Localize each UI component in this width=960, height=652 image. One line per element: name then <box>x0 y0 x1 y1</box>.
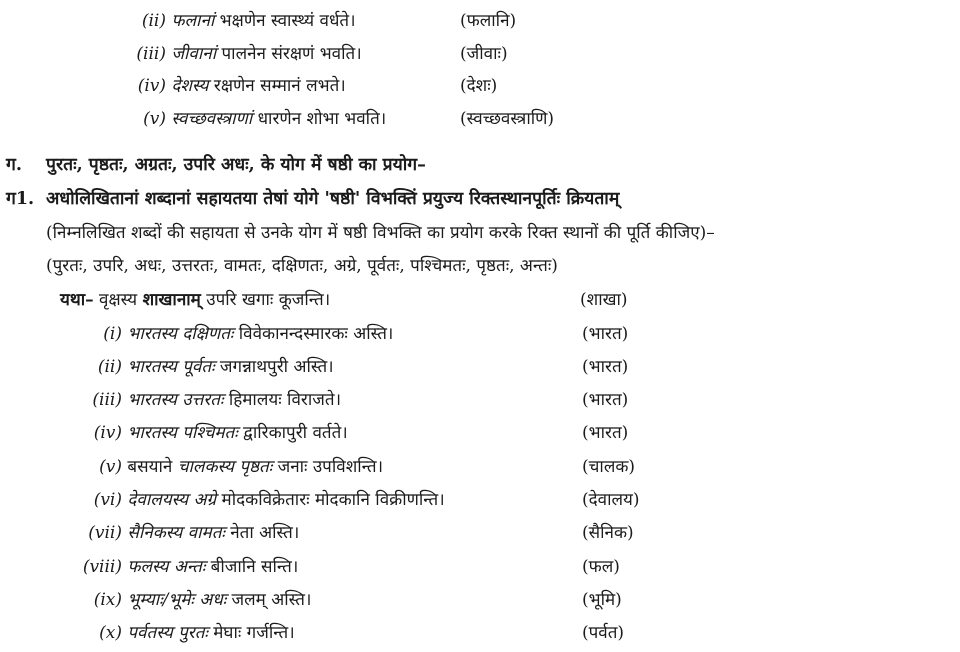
item-text: जगन्नाथपुरी अस्ति। <box>214 357 334 377</box>
item-answer: (भूमि) <box>582 590 622 610</box>
instruction-text: (निम्नलिखित शब्दों की सहायता से उनके योग में षष्ठी विभक्ति का प्रयोग करके रिक्त स्थानों की पूर्ति कीजिए)– <box>46 223 715 243</box>
section-heading <box>6 152 426 176</box>
item-lead: देवालयस्य अग्रे <box>127 490 217 510</box>
item-number: (ix) <box>93 590 122 610</box>
item-text: मेघाः गर्जन्ति। <box>207 623 295 643</box>
item-text: जनाः उपविशन्ति। <box>272 457 384 477</box>
item-lead: स्वच्छवस्त्राणां <box>171 109 253 129</box>
list-item <box>60 354 334 377</box>
item-answer: (फलानि) <box>460 11 517 31</box>
item-lead: फलस्य अन्तः <box>127 557 206 577</box>
list-item <box>60 487 445 510</box>
item-text: जलम् अस्ति। <box>226 590 312 610</box>
example-answer-word: शाखानाम् <box>142 290 201 310</box>
item-number: (x) <box>99 623 122 643</box>
list-item <box>60 387 341 410</box>
item-lead: भारतस्य पश्चिमतः <box>127 423 238 443</box>
list-item <box>60 520 299 543</box>
item-number: (ii) <box>141 11 166 31</box>
list-item <box>60 321 393 344</box>
section-title: पुरतः, पृष्ठतः, अग्रतः, उपरि अधः, के योग में षष्ठी का प्रयोग– <box>46 155 426 175</box>
list-item <box>60 420 348 443</box>
item-number: (vi) <box>93 490 122 510</box>
item-answer: (भारत) <box>582 324 629 344</box>
top-item <box>110 41 362 64</box>
top-item <box>110 106 386 129</box>
item-number: (i) <box>103 324 122 344</box>
item-number: (ii) <box>97 357 122 377</box>
item-lead: भारतस्य उत्तरतः <box>127 390 224 410</box>
item-number: (iv) <box>93 423 122 443</box>
item-answer: (जीवाः) <box>460 44 508 64</box>
item-number: (iii) <box>92 390 122 410</box>
item-answer: (भारत) <box>582 423 629 443</box>
item-answer: (देवालय) <box>582 490 640 510</box>
section-title: अधोलिखितानां शब्दानां सहायतया तेषां योगे 'षष्ठी' विभक्तिं प्रयुज्य रिक्तस्थानपूर्तिः क्रियताम् <box>46 189 620 209</box>
item-answer: (भारत) <box>582 357 629 377</box>
item-text: बीजानि सन्ति। <box>205 557 299 577</box>
item-lead: फलानां <box>171 11 215 31</box>
example-text: उपरि खगाः कूजन्ति। <box>200 290 331 310</box>
item-text: रक्षणेन सम्मानं लभते। <box>208 76 346 96</box>
item-lead: पर्वतस्य पुरतः <box>127 623 208 643</box>
item-text: धारणेन शोभा भवति। <box>252 109 387 129</box>
item-lead: जीवानां <box>171 44 217 64</box>
list-item <box>60 587 311 610</box>
item-lead: भारतस्य दक्षिणतः <box>127 324 234 344</box>
top-item <box>110 73 346 96</box>
item-text: भक्षणेन स्वास्थ्यं वर्धते। <box>214 11 356 31</box>
example-text: वृक्षस्य <box>93 290 143 310</box>
item-text: हिमालयः विराजते। <box>223 390 342 410</box>
section-heading <box>6 186 619 210</box>
item-text: पालनेन संरक्षणं भवति। <box>216 44 362 64</box>
item-answer: (फल) <box>582 557 620 577</box>
item-lead: सैनिकस्य वामतः <box>127 523 225 543</box>
item-answer: (पर्वत) <box>582 623 625 643</box>
item-text: विवेकानन्दस्मारकः अस्ति। <box>233 324 394 344</box>
section-marker: ग1. <box>6 189 35 209</box>
example-answer: (शाखा) <box>580 290 628 310</box>
item-text: मोदकविक्रेतारः मोदकानि विक्रीणन्ति। <box>216 490 445 510</box>
item-answer: (देशः) <box>460 76 498 96</box>
item-number: (v) <box>99 457 122 477</box>
item-answer: (सैनिक) <box>582 523 634 543</box>
list-item <box>60 620 295 643</box>
item-number: (iv) <box>137 76 166 96</box>
example-label: यथा– <box>60 290 94 310</box>
word-list: (पुरतः, उपरि, अधः, उत्तरतः, वामतः, दक्षिणतः, अग्रे, पूर्वतः, पश्चिमतः, पृष्ठतः, अन्तः) <box>46 256 558 276</box>
list-item <box>60 554 298 577</box>
item-answer: (चालक) <box>582 457 636 477</box>
item-text: बसयाने <box>127 457 178 477</box>
item-lead: भूम्याः/भूमेः अधः <box>127 590 227 610</box>
example-line <box>60 287 330 310</box>
list-item <box>60 454 383 477</box>
item-text: द्वारिकापुरी वर्तते। <box>237 423 348 443</box>
item-number: (v) <box>143 109 166 129</box>
item-lead: देशस्य <box>171 76 209 96</box>
item-lead: चालकस्य पृष्ठतः <box>177 457 273 477</box>
item-text: नेता अस्ति। <box>224 523 300 543</box>
item-number: (viii) <box>82 557 122 577</box>
top-item <box>120 8 356 31</box>
item-number: (vii) <box>88 523 122 543</box>
item-answer: (भारत) <box>582 390 629 410</box>
item-number: (iii) <box>136 44 166 64</box>
item-lead: भारतस्य पूर्वतः <box>127 357 215 377</box>
section-marker: ग. <box>6 155 22 175</box>
item-answer: (स्वच्छवस्त्राणि) <box>460 109 555 129</box>
